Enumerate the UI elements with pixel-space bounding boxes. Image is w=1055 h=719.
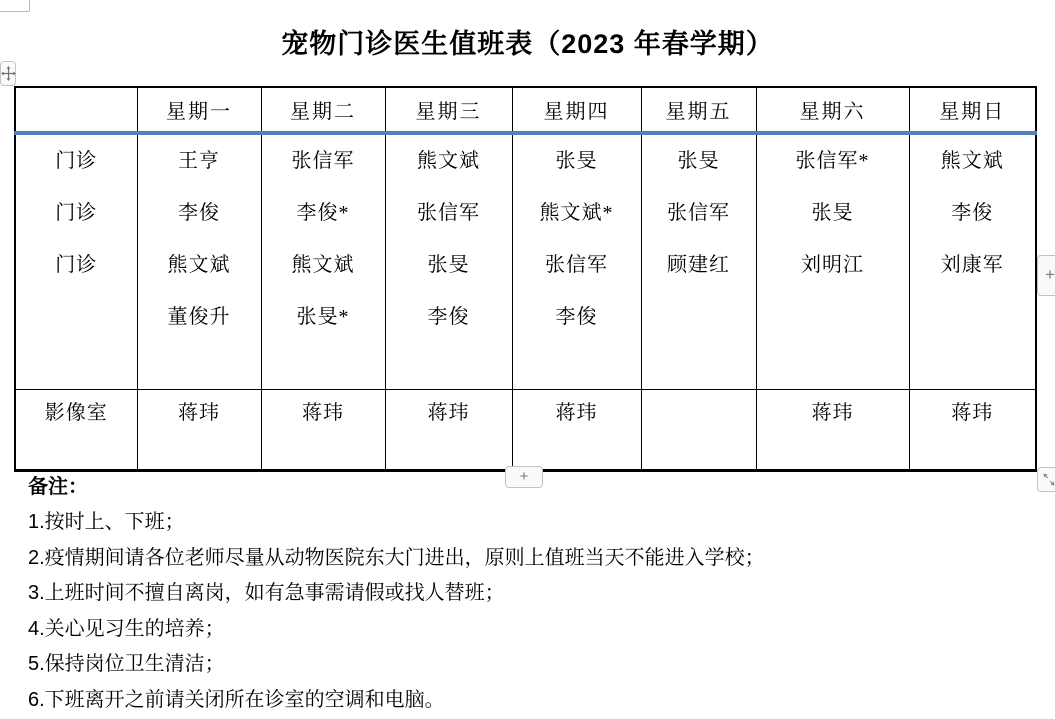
plus-icon: + bbox=[1045, 265, 1055, 284]
doctor-name: 蒋玮 bbox=[555, 402, 598, 424]
plus-icon: + bbox=[519, 467, 529, 485]
doctor-name: 刘明江 bbox=[801, 254, 864, 276]
doctor-name: 张旻* bbox=[296, 306, 350, 328]
clinic-duty-row bbox=[15, 133, 1036, 390]
duty-schedule-table bbox=[14, 86, 1037, 472]
doctor-name: 张信军 bbox=[667, 202, 730, 224]
row-label-cell[interactable] bbox=[15, 390, 137, 471]
doctor-name: 张信军* bbox=[795, 150, 870, 172]
table-move-handle[interactable] bbox=[0, 61, 16, 86]
note-item: 5.保持岗位卫生清洁； bbox=[28, 653, 225, 675]
duty-cell-thursday[interactable] bbox=[512, 133, 641, 390]
move-icon bbox=[1, 66, 16, 81]
doctor-name: 顾建红 bbox=[667, 254, 730, 276]
doctor-name: 张旻 bbox=[555, 150, 598, 172]
doctor-name: 李俊* bbox=[296, 202, 350, 224]
header-cell-sunday[interactable]: 星期日 bbox=[909, 87, 1036, 133]
duty-cell-wednesday[interactable] bbox=[385, 133, 512, 390]
duty-cell-tuesday[interactable] bbox=[261, 133, 385, 390]
header-cell-saturday[interactable]: 星期六 bbox=[756, 87, 909, 133]
duty-cell-sunday[interactable] bbox=[909, 133, 1036, 390]
imaging-cell-saturday[interactable] bbox=[756, 390, 909, 471]
doctor-name: 蒋玮 bbox=[811, 402, 854, 424]
imaging-cell-friday[interactable] bbox=[641, 390, 756, 471]
doctor-name: 张信军 bbox=[417, 202, 480, 224]
doctor-name: 张旻 bbox=[677, 150, 720, 172]
doctor-name: 王亨 bbox=[178, 150, 220, 172]
doctor-name: 张信军 bbox=[291, 150, 355, 172]
doctor-name: 李俊 bbox=[555, 306, 598, 328]
header-cell-monday[interactable]: 星期一 bbox=[137, 87, 261, 133]
doctor-name: 张旻 bbox=[811, 202, 854, 224]
row-label: 门诊 bbox=[55, 202, 98, 224]
imaging-room-row bbox=[15, 390, 1036, 471]
imaging-cell-thursday[interactable] bbox=[512, 390, 641, 471]
row-label: 影像室 bbox=[44, 402, 108, 424]
resize-diagonal-icon bbox=[1042, 472, 1055, 487]
doctor-name: 张信军 bbox=[545, 254, 608, 276]
doctor-name: 刘康军 bbox=[940, 254, 1004, 276]
doctor-name: 张旻 bbox=[427, 254, 470, 276]
doctor-name bbox=[642, 390, 756, 436]
doctor-name: 李俊 bbox=[951, 202, 994, 224]
doctor-name: 熊文斌 bbox=[291, 254, 355, 276]
doctor-name: 蒋玮 bbox=[951, 402, 994, 424]
doctor-name: 李俊 bbox=[427, 306, 470, 328]
duty-cell-saturday[interactable] bbox=[756, 133, 909, 390]
row-label-cell[interactable] bbox=[15, 133, 137, 390]
duty-cell-monday[interactable] bbox=[137, 133, 261, 390]
page-title: 宠物门诊医生值班表（2023 年春学期） bbox=[281, 29, 774, 59]
notes-section bbox=[28, 467, 1043, 718]
header-cell-thursday[interactable]: 星期四 bbox=[512, 87, 641, 133]
header-cell-corner[interactable] bbox=[15, 87, 137, 133]
partial-toolbar-button[interactable] bbox=[0, 0, 30, 12]
header-cell-tuesday[interactable]: 星期二 bbox=[261, 87, 385, 133]
doctor-name: 蒋玮 bbox=[178, 402, 220, 424]
note-item: 3.上班时间不擅自离岗，如有急事需请假或找人替班； bbox=[28, 582, 505, 604]
doctor-name: 熊文斌 bbox=[940, 150, 1004, 172]
doctor-name: 李俊 bbox=[178, 202, 220, 224]
doctor-name: 熊文斌* bbox=[539, 202, 614, 224]
imaging-cell-wednesday[interactable] bbox=[385, 390, 512, 471]
doctor-name: 熊文斌 bbox=[167, 254, 231, 276]
imaging-cell-sunday[interactable] bbox=[909, 390, 1036, 471]
doctor-name: 蒋玮 bbox=[302, 402, 344, 424]
notes-heading: 备注： bbox=[28, 476, 88, 498]
imaging-cell-tuesday[interactable] bbox=[261, 390, 385, 471]
note-item: 4.关心见习生的培养； bbox=[28, 617, 225, 640]
doctor-name: 董俊升 bbox=[167, 306, 231, 328]
duty-cell-friday[interactable] bbox=[641, 133, 756, 390]
note-item: 2.疫情期间请各位老师尽量从动物医院东大门进出，原则上值班当天不能进入学校； bbox=[28, 546, 765, 569]
doctor-name: 熊文斌 bbox=[417, 150, 480, 172]
imaging-cell-monday[interactable] bbox=[137, 390, 261, 471]
note-item: 1.按时上、下班； bbox=[28, 511, 185, 533]
header-row bbox=[15, 87, 1036, 133]
note-item: 6.下班离开之前请关闭所在诊室的空调和电脑。 bbox=[28, 688, 445, 711]
doctor-name: 蒋玮 bbox=[427, 402, 470, 424]
row-label: 门诊 bbox=[55, 254, 98, 276]
header-cell-wednesday[interactable]: 星期三 bbox=[385, 87, 512, 133]
add-column-button[interactable] bbox=[1037, 255, 1055, 296]
header-cell-friday[interactable]: 星期五 bbox=[641, 87, 756, 133]
row-label: 门诊 bbox=[55, 150, 98, 172]
